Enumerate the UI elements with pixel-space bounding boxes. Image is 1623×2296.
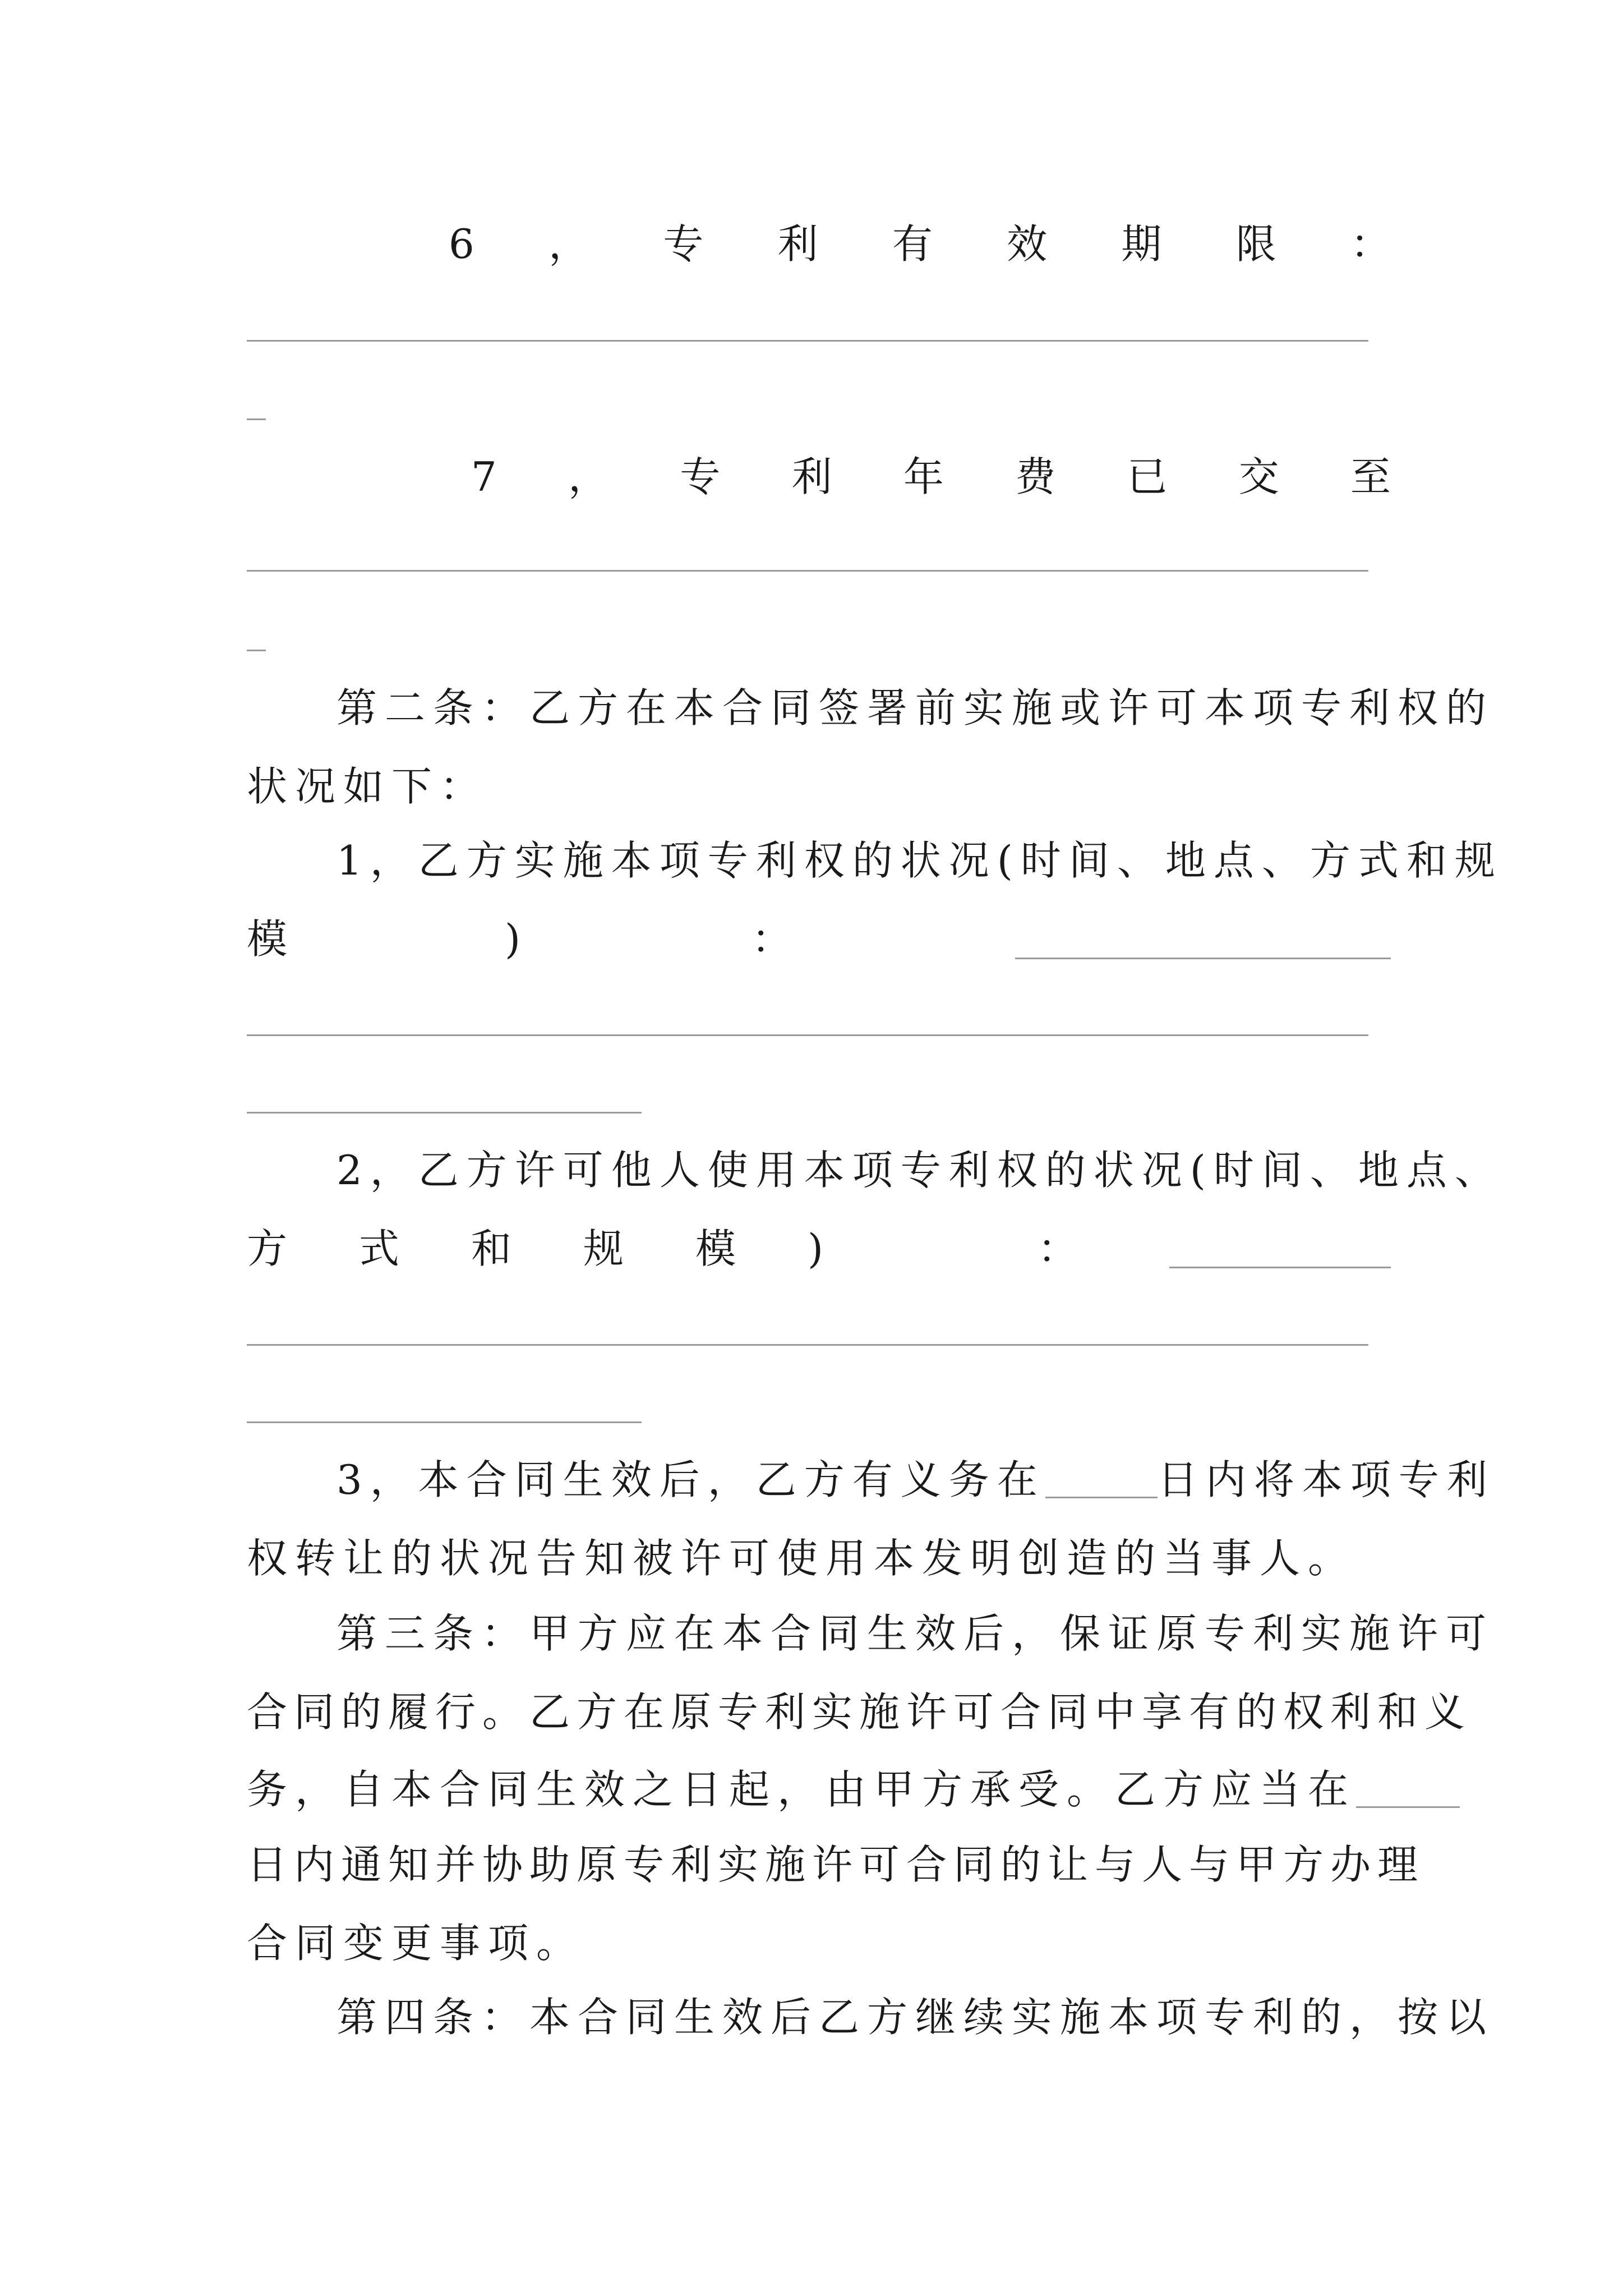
days-blank: [1045, 1457, 1158, 1498]
article-3-line-4: 日内通知并协助原专利实施许可合同的让与人与甲方办理: [247, 1841, 1425, 1888]
p2-char: 和: [471, 1225, 512, 1272]
p2-char: ：: [1038, 1225, 1078, 1272]
article-3-line-3: [247, 1756, 1391, 1823]
article-3-text: 务，自本合同生效之日起，由甲方承受。乙方应当在: [247, 1766, 1357, 1813]
article-3-line-2: 合同的履行。乙方在原专利实施许可合同中享有的权利和义: [247, 1688, 1472, 1736]
fill-in-rule: [1169, 1267, 1391, 1268]
days-blank: [1356, 1767, 1460, 1808]
fill-in-rule: [247, 1112, 642, 1114]
item-6-char: ：: [1350, 220, 1391, 268]
item-7-char: 交: [1238, 453, 1279, 500]
p2-char: 方: [247, 1225, 288, 1272]
p1-char: 模: [247, 915, 288, 963]
item-7-char: 年: [903, 453, 944, 500]
article-2-line-2: 状况如下：: [247, 763, 488, 810]
item-6-char: 利: [777, 220, 818, 268]
item-7-char: 利: [791, 453, 832, 500]
article-4-line-1: 第四条：本合同生效后乙方继续实施本项专利的，按以: [336, 1994, 1495, 2041]
item-6-char: 专: [663, 220, 704, 268]
p1-char: ): [505, 915, 521, 963]
paragraph-3-line-2: 权转让的状况告知被许可使用本发明创造的当事人。: [247, 1535, 1357, 1582]
p2-char: ): [808, 1225, 824, 1272]
item-6-char: 效: [1007, 220, 1048, 268]
item-7-char: 专: [680, 453, 721, 500]
article-3-line-1: 第三条：甲方应在本合同生效后，保证原专利实施许可: [336, 1610, 1495, 1657]
item-6-char: 期: [1121, 220, 1162, 268]
fill-in-rule-tail: [247, 650, 266, 651]
p2-char: 模: [695, 1225, 736, 1272]
item-6-char: 限: [1235, 220, 1276, 268]
paragraph-1-line-1: 1，乙方实施本项专利权的状况(时间、地点、方式和规: [336, 837, 1503, 884]
p3-text-before-blank: 3，本合同生效后，乙方有义务在: [336, 1456, 1045, 1503]
paragraph-1-line-2: [247, 905, 1391, 973]
p2-char: 规: [583, 1225, 624, 1272]
item-7-char: 7: [471, 453, 497, 500]
article-2-line-1: 第二条：乙方在本合同签署前实施或许可本项专利权的: [336, 684, 1495, 731]
fill-in-rule-tail: [247, 418, 266, 420]
fill-in-rule: [247, 1421, 642, 1423]
fill-in-rule: [1015, 958, 1391, 959]
article-3-line-5: 合同变更事项。: [247, 1920, 585, 1967]
item-6-char: ，: [548, 220, 589, 268]
item-6-char: 6: [449, 220, 474, 268]
item-6-char: 有: [892, 220, 933, 268]
fill-in-rule: [247, 570, 1368, 572]
item-7-char: 费: [1015, 453, 1056, 500]
paragraph-2-line-2: [247, 1215, 1391, 1282]
fill-in-rule: [247, 340, 1368, 342]
item-7-char: 已: [1127, 453, 1168, 500]
item-7-line: [247, 443, 1391, 510]
item-7-char: ，: [568, 453, 609, 500]
paragraph-2-line-1: 2，乙方许可他人使用本项专利权的状况(时间、地点、: [336, 1147, 1503, 1194]
p1-char: ：: [751, 915, 792, 963]
item-6-line: [247, 210, 1391, 278]
paragraph-3-line-1: [247, 1446, 1495, 1513]
fill-in-rule: [247, 1344, 1368, 1346]
fill-in-rule: [247, 1034, 1368, 1036]
item-7-char: 至: [1350, 453, 1391, 500]
p2-char: 式: [359, 1225, 400, 1272]
p3-text-after-blank: 日内将本项专利: [1157, 1456, 1495, 1503]
